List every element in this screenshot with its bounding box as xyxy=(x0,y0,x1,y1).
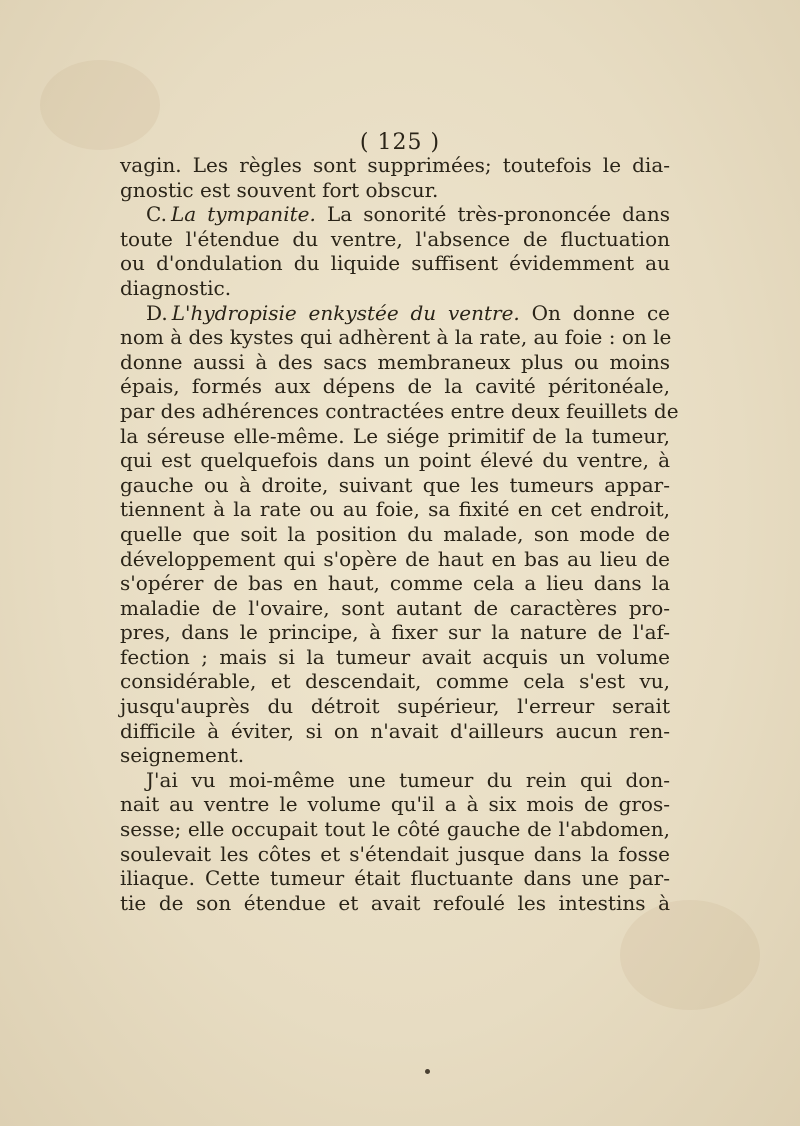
text-line xyxy=(120,301,670,326)
line-text: La sonorité très-prononcée dans xyxy=(315,202,670,227)
line-text: seignement. xyxy=(120,743,245,768)
text-line xyxy=(120,694,670,719)
line-text: épais, formés aux dépens de la cavité péritonéale, xyxy=(120,374,670,399)
line-text: vagin. Les règles sont supprimées; toutefois le dia- xyxy=(120,153,670,177)
text-line xyxy=(120,620,670,645)
text-line xyxy=(120,153,670,178)
text-line xyxy=(120,645,670,670)
line-text: toute l'étendue du ventre, l'absence de fluctuation xyxy=(120,226,670,251)
line-text: gnostic est souvent fort obscur. xyxy=(120,177,439,202)
section-heading: L'hydropisie enkystée du ventre. xyxy=(171,300,520,325)
page-speck xyxy=(425,1069,430,1074)
text-line xyxy=(120,374,670,399)
line-text: nait au ventre le volume qu'il a à six mois de gros- xyxy=(120,792,670,817)
text-line xyxy=(120,325,670,350)
section-heading: La tympanite. xyxy=(170,202,316,227)
text-line xyxy=(120,743,670,768)
text-line xyxy=(120,276,670,301)
line-text: tie de son étendue et avait refoulé les intestins à xyxy=(120,890,670,915)
line-text: qui est quelquefois dans un point élevé du ventre, à xyxy=(120,448,670,473)
section-marker: C. xyxy=(146,202,167,227)
line-text: ou d'ondulation du liquide suffisent évidemment au xyxy=(120,251,670,276)
line-text: sesse; elle occupait tout le côté gauche de l'abdomen, xyxy=(120,817,670,842)
text-line xyxy=(120,571,670,596)
text-line xyxy=(120,473,670,498)
line-text: fection ; mais si la tumeur avait acquis un volume xyxy=(120,644,670,669)
text-line xyxy=(120,178,670,203)
text-line xyxy=(120,669,670,694)
line-text: diagnostic. xyxy=(120,275,232,300)
line-text: difficile à éviter, si on n'avait d'ailleurs aucun ren- xyxy=(120,718,670,743)
text-line xyxy=(120,497,670,522)
line-text: nom à des kystes qui adhèrent à la rate, au foie : on le xyxy=(120,325,672,350)
paper-stain xyxy=(620,900,760,1010)
line-text: gauche ou à droite, suivant que les tumeurs appar- xyxy=(120,472,670,497)
line-text: J'ai vu moi-même une tumeur du rein qui don- xyxy=(146,767,670,792)
line-text: par des adhérences contractées entre deux feuillets de xyxy=(120,398,679,423)
text-line xyxy=(120,891,670,916)
line-text: maladie de l'ovaire, sont autant de caractères pro- xyxy=(120,595,670,620)
line-text: considérable, et descendait, comme cela s'est vu, xyxy=(120,669,670,694)
section-marker: D. xyxy=(146,300,168,325)
line-text: pres, dans le principe, à fixer sur la nature de l'af- xyxy=(120,620,670,645)
text-line xyxy=(120,424,670,449)
text-line xyxy=(120,792,670,817)
text-line xyxy=(120,596,670,621)
page-number: ( 125 ) xyxy=(359,130,441,155)
line-text: développement qui s'opère de haut en bas au lieu de xyxy=(120,546,670,571)
body-text xyxy=(120,153,679,915)
text-line xyxy=(120,768,670,793)
text-line xyxy=(120,817,670,842)
text-line xyxy=(120,719,670,744)
text-line xyxy=(120,202,670,227)
text-line xyxy=(120,398,679,424)
text-line xyxy=(120,547,670,572)
text-line xyxy=(120,448,670,473)
line-text: jusqu'auprès du détroit supérieur, l'erreur serait xyxy=(120,694,670,719)
line-text: s'opérer de bas en haut, comme cela a lieu dans la xyxy=(120,571,670,596)
text-line xyxy=(120,522,670,547)
text-line xyxy=(120,866,670,891)
text-line xyxy=(120,227,670,252)
line-text: donne aussi à des sacs membraneux plus ou moins xyxy=(120,349,670,374)
line-text: tiennent à la rate ou au foie, sa fixité en cet endroit, xyxy=(120,497,670,522)
line-text: iliaque. Cette tumeur était fluctuante dans une par- xyxy=(120,866,670,891)
line-text: On donne ce xyxy=(519,300,671,325)
text-line xyxy=(120,842,670,867)
line-text: la séreuse elle-même. Le siége primitif de la tumeur, xyxy=(120,423,670,448)
line-text: soulevait les côtes et s'étendait jusque dans la fosse xyxy=(120,841,670,866)
text-line xyxy=(120,251,670,276)
text-line xyxy=(120,350,670,375)
line-text: quelle que soit la position du malade, son mode de xyxy=(120,521,670,546)
